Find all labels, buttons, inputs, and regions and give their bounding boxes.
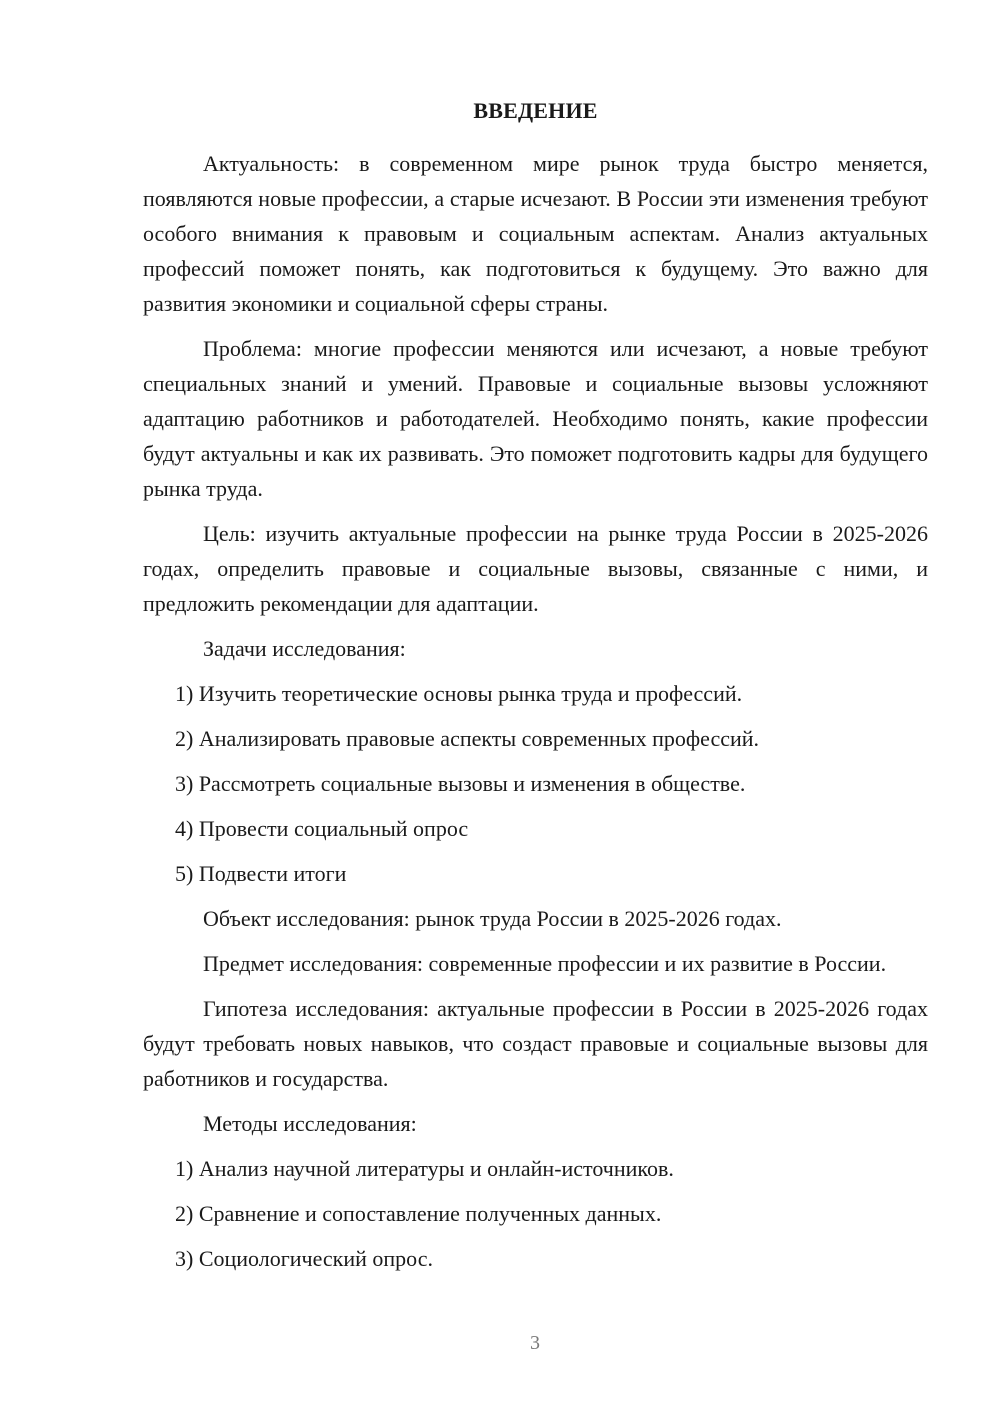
tasks-label: Задачи исследования:: [203, 636, 406, 661]
tasks-list: [143, 676, 928, 891]
task-item: 1) Изучить теоретические основы рынка труда и профессий.: [175, 681, 743, 706]
method-item: 2) Сравнение и сопоставление полученных данных.: [175, 1201, 662, 1226]
section-title: ВВЕДЕНИЕ: [473, 98, 598, 123]
relevance-paragraph: Актуальность: в современном мире рынок труда быстро меняется, появляются новые профессии, а старые исчезают. В России эти изменения требуют особого внимания к правовым и социальным аспектам. Анализ актуальных профессий поможет понять, как подготовиться к будущему. Это важно для развития экономики и социальной сферы страны.: [143, 151, 928, 316]
problem-paragraph: Проблема: многие профессии меняются или исчезают, а новые требуют специальных знаний и умений. Правовые и социальные вызовы усложняют адаптацию работников и работодателей. Необходимо понять, какие профессии будут актуальны и как их развивать. Это поможет подготовить кадры для будущего рынка труда.: [143, 336, 928, 501]
hypothesis-paragraph: Гипотеза исследования: актуальные профессии в России в 2025-2026 годах будут требовать новых навыков, что создаст правовые и социальные вызовы для работников и государства.: [143, 996, 928, 1091]
task-item: 3) Рассмотреть социальные вызовы и изменения в обществе.: [175, 771, 746, 796]
task-item: 2) Анализировать правовые аспекты современных профессий.: [175, 726, 760, 751]
page-number: 3: [530, 1332, 540, 1354]
subject-paragraph: Предмет исследования: современные профессии и их развитие в России.: [203, 951, 887, 976]
methods-list: [143, 1151, 928, 1276]
method-item: 1) Анализ научной литературы и онлайн-источников.: [175, 1156, 674, 1181]
object-paragraph: Объект исследования: рынок труда России в 2025-2026 годах.: [203, 906, 782, 931]
method-item: 3) Социологический опрос.: [175, 1246, 433, 1271]
goal-paragraph: Цель: изучить актуальные профессии на рынке труда России в 2025-2026 годах, определить правовые и социальные вызовы, связанные с ними, и предложить рекомендации для адаптации.: [143, 521, 928, 616]
task-item: 5) Подвести итоги: [175, 861, 347, 886]
document-page: [143, 96, 928, 1286]
methods-label: Методы исследования:: [203, 1111, 417, 1136]
task-item: 4) Провести социальный опрос: [175, 816, 469, 841]
